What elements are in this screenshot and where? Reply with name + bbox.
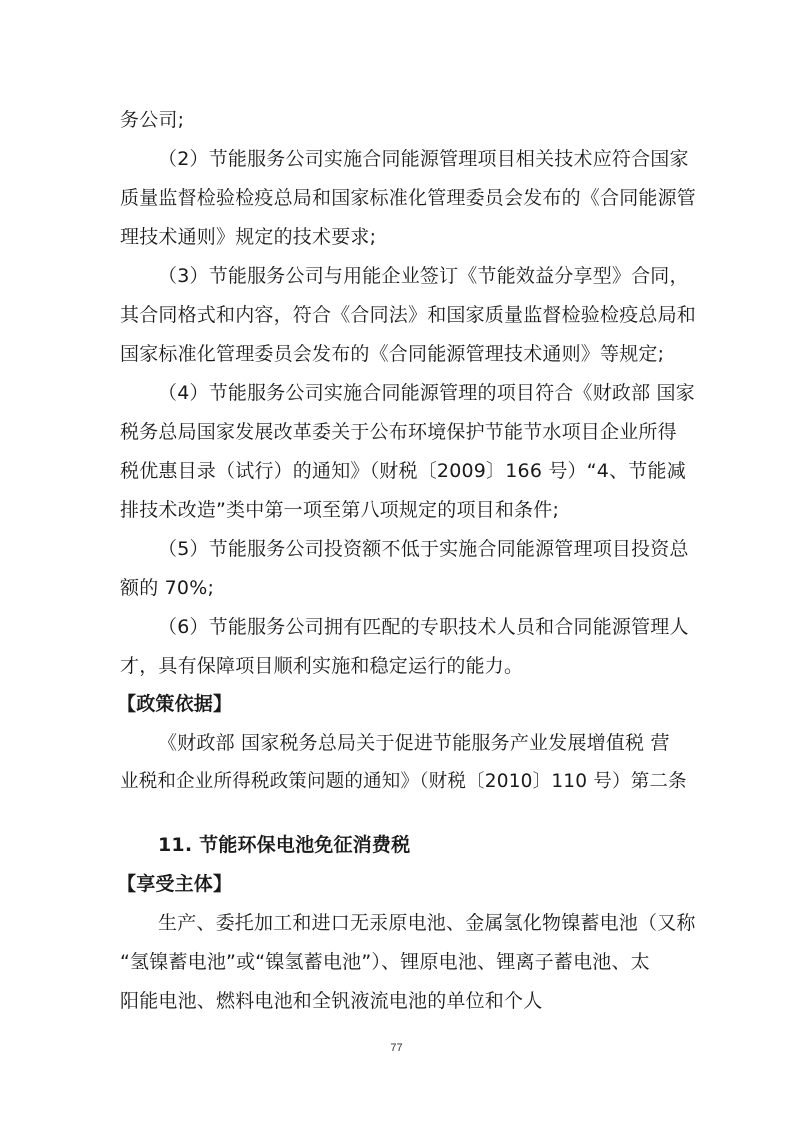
- policy-basis-heading: 【政策依据】: [117, 693, 233, 715]
- body-line: 务公司;: [120, 109, 185, 131]
- beneficiary-line: “氢镍蓄电池”或“镍氢蓄电池”）、锂原电池、锂离子蓄电池、太: [120, 951, 650, 973]
- list-item-2-line: （2）节能服务公司实施合同能源管理项目相关技术应符合国家: [158, 148, 689, 170]
- list-item-6-line: （6）节能服务公司拥有匹配的专职技术人员和合同能源管理人: [158, 616, 689, 638]
- list-item-3-line: 国家标准化管理委员会发布的《合同能源管理技术通则》等规定;: [120, 343, 665, 365]
- section-title: 11. 节能环保电池免征消费税: [158, 834, 411, 856]
- list-item-3-line: 其合同格式和内容，符合《合同法》和国家质量监督检验检疫总局和: [120, 304, 697, 326]
- list-item-6-line: 才，具有保障项目顺利实施和稳定运行的能力。: [120, 655, 524, 677]
- list-item-4-line: （4）节能服务公司实施合同能源管理的项目符合《财政部 国家: [158, 382, 695, 404]
- policy-basis-line: 《财政部 国家税务总局关于促进节能服务产业发展增值税 营: [158, 732, 670, 754]
- list-item-4-line: 税优惠目录（试行）的通知》（财税〔2009〕166 号）“4、节能减: [120, 460, 686, 482]
- list-item-5-line: （5）节能服务公司投资额不低于实施合同能源管理项目投资总: [158, 538, 689, 560]
- list-item-2-line: 质量监督检验检疫总局和国家标准化管理委员会发布的《合同能源管: [120, 187, 697, 209]
- beneficiary-line: 生产、委托加工和进口无汞原电池、金属氢化物镍蓄电池（又称: [158, 912, 696, 934]
- list-item-5-line: 额的 70%;: [120, 577, 215, 599]
- list-item-4-line: 排技术改造”类中第一项至第八项规定的项目和条件;: [120, 499, 560, 521]
- list-item-3-line: （3）节能服务公司与用能企业签订《节能效益分享型》合同，: [158, 265, 689, 287]
- beneficiary-line: 阳能电池、燃料电池和全钒液流电池的单位和个人: [120, 990, 543, 1012]
- list-item-2-line: 理技术通则》规定的技术要求;: [120, 226, 377, 248]
- beneficiary-heading: 【享受主体】: [117, 873, 233, 895]
- policy-basis-line: 业税和企业所得税政策问题的通知》（财税〔2010〕110 号）第二条: [120, 771, 687, 792]
- page-number: 77: [390, 1042, 403, 1054]
- list-item-4-line: 税务总局国家发展改革委关于公布环境保护节能节水项目企业所得: [120, 421, 677, 443]
